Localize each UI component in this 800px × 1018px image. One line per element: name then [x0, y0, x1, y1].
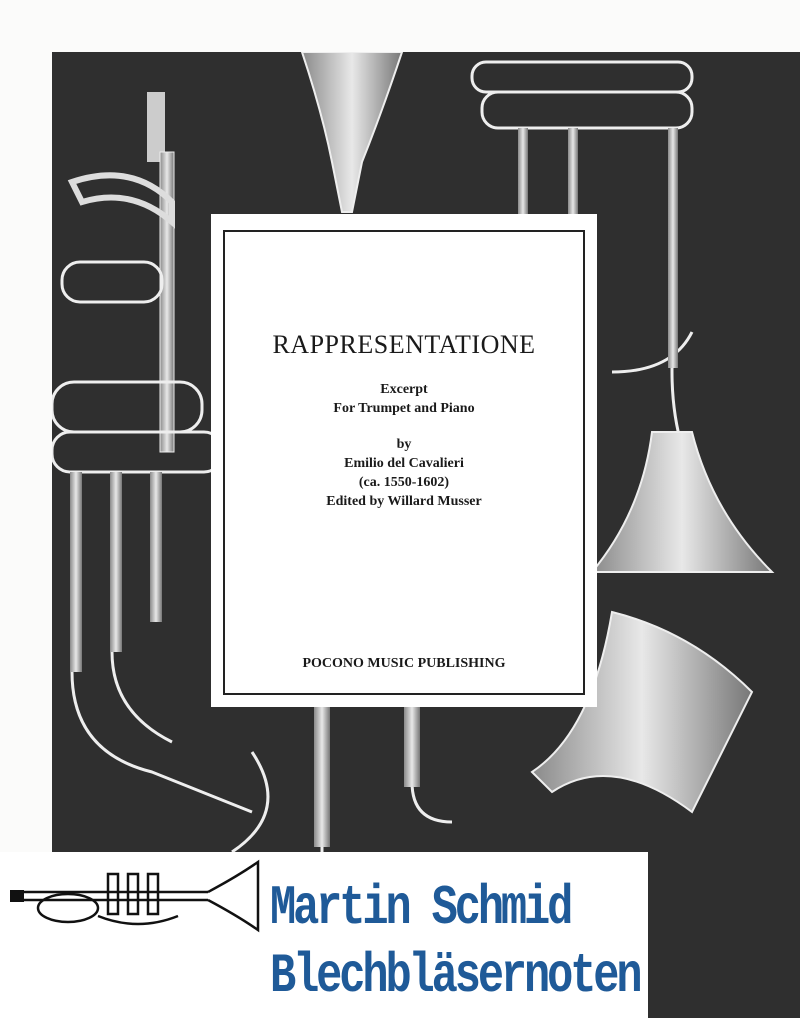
vendor-tagline: Blechbläsernoten [270, 944, 640, 1008]
title-frame [223, 230, 585, 695]
page-title: RAPPRESENTATIONE [272, 330, 536, 359]
vendor-name: Martin Schmid [270, 876, 571, 940]
editor-credit: Edited by Willard Musser [326, 494, 482, 509]
instrumentation-label: For Trumpet and Piano [333, 401, 475, 416]
composer-name: Emilio del Cavalieri [344, 456, 464, 471]
excerpt-label: Excerpt [380, 382, 428, 397]
publisher-name: POCONO MUSIC PUBLISHING [302, 656, 506, 671]
by-label: by [396, 437, 412, 452]
vendor-banner [0, 852, 648, 1018]
title-panel [211, 214, 597, 707]
trumpet-icon [8, 856, 268, 941]
composer-dates: (ca. 1550-1602) [358, 475, 450, 490]
